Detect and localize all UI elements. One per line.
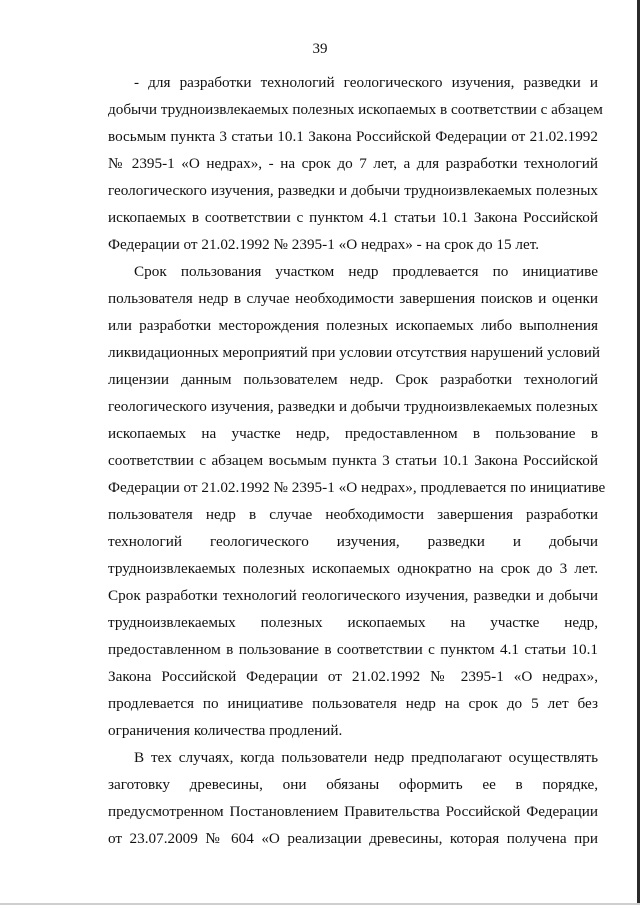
text-line: пользователя недр в случае необходимости завершения разработки (108, 506, 598, 523)
text-line: технологий геологического изучения, разведки и добычи (108, 533, 598, 550)
text-line: Федерации от 21.02.1992 № 2395-1 «О недрах» - на срок до 15 лет. (108, 236, 540, 253)
text-line: ограничения количества продлений. (108, 722, 343, 739)
text-line: ископаемых в соответствии с пунктом 4.1 статьи 10.1 Закона Российской (108, 209, 598, 226)
text-line: трудноизвлекаемых полезных ископаемых однократно на срок до 3 лет. (108, 560, 598, 577)
text-line: В тех случаях, когда пользователи недр предполагают осуществлять (134, 749, 598, 766)
text-line: - для разработки технологий геологического изучения, разведки и (134, 74, 598, 91)
text-line: ликвидационных мероприятий при условии отсутствия нарушений условий (108, 344, 601, 361)
text-line: заготовку древесины, они обязаны оформить ее в порядке, (108, 776, 598, 793)
text-line: Срок пользования участком недр продлевается по инициативе (134, 263, 598, 280)
text-line: Срок разработки технологий геологического изучения, разведки и добычи (108, 587, 598, 604)
text-line: трудноизвлекаемых полезных ископаемых на участке недр, (108, 614, 598, 631)
page-number: 39 (312, 41, 328, 57)
text-line: Федерации от 21.02.1992 № 2395-1 «О недрах», продлевается по инициативе (108, 479, 606, 496)
text-line: добычи трудноизвлекаемых полезных ископаемых в соответствии с абзацем (108, 101, 603, 118)
text-line: геологического изучения, разведки и добычи трудноизвлекаемых полезных (108, 398, 598, 415)
text-line: геологического изучения, разведки и добычи трудноизвлекаемых полезных (108, 182, 598, 199)
text-line: от 23.07.2009 № 604 «О реализации древесины, которая получена при (108, 830, 598, 847)
text-line: пользователя недр в случае необходимости завершения поисков и оценки (108, 290, 598, 307)
text-line: или разработки месторождения полезных ископаемых либо выполнения (108, 317, 598, 334)
text-line: продлевается по инициативе пользователя недр на срок до 5 лет без (108, 695, 598, 712)
text-line: Закона Российской Федерации от 21.02.1992 № 2395-1 «О недрах», (108, 668, 598, 685)
text-line: № 2395-1 «О недрах», - на срок до 7 лет, а для разработки технологий (108, 155, 598, 172)
text-line: предоставленном в пользование в соответствии с пунктом 4.1 статьи 10.1 (108, 641, 598, 658)
text-line: ископаемых на участке недр, предоставленном в пользование в (108, 425, 598, 442)
text-line: соответствии с абзацем восьмым пункта 3 статьи 10.1 Закона Российской (108, 452, 598, 469)
text-line: лицензии данным пользователем недр. Срок разработки технологий (108, 371, 598, 388)
text-line: предусмотренном Постановлением Правительства Российской Федерации (108, 803, 598, 820)
text-line: восьмым пункта 3 статьи 10.1 Закона Российской Федерации от 21.02.1992 (108, 128, 598, 145)
